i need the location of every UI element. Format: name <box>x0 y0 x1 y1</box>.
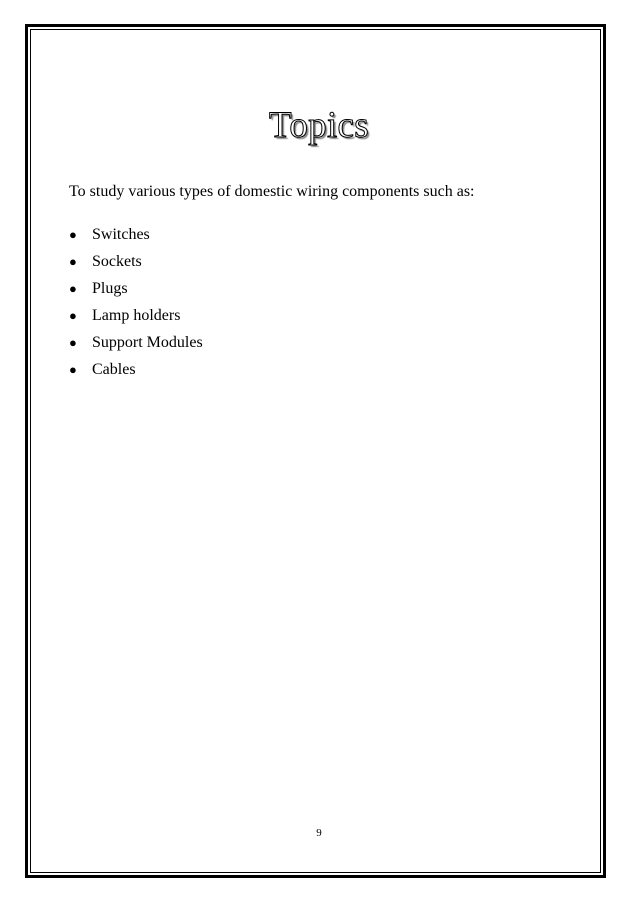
list-item <box>69 329 203 356</box>
list-item-label: Support Modules <box>92 333 203 351</box>
list-item <box>69 275 203 302</box>
bullet-icon: ● <box>69 361 77 377</box>
list-item <box>69 248 203 275</box>
list-item <box>69 356 203 383</box>
list-item-label: Cables <box>92 360 136 378</box>
bullet-icon: ● <box>69 253 77 269</box>
page-border-inner <box>30 29 601 873</box>
topic-list <box>69 221 203 383</box>
bullet-icon: ● <box>69 280 77 296</box>
list-item <box>69 302 203 329</box>
page-title: Topics <box>269 105 369 146</box>
list-item-label: Switches <box>92 225 150 243</box>
page-number: 9 <box>316 827 322 839</box>
list-item-label: Lamp holders <box>92 306 181 324</box>
list-item-label: Plugs <box>92 279 128 297</box>
list-item-label: Sockets <box>92 252 142 270</box>
bullet-icon: ● <box>69 226 77 242</box>
list-item <box>69 221 203 248</box>
intro-text: To study various types of domestic wiring components such as: <box>69 183 475 200</box>
bullet-icon: ● <box>69 307 77 323</box>
bullet-icon: ● <box>69 334 77 350</box>
